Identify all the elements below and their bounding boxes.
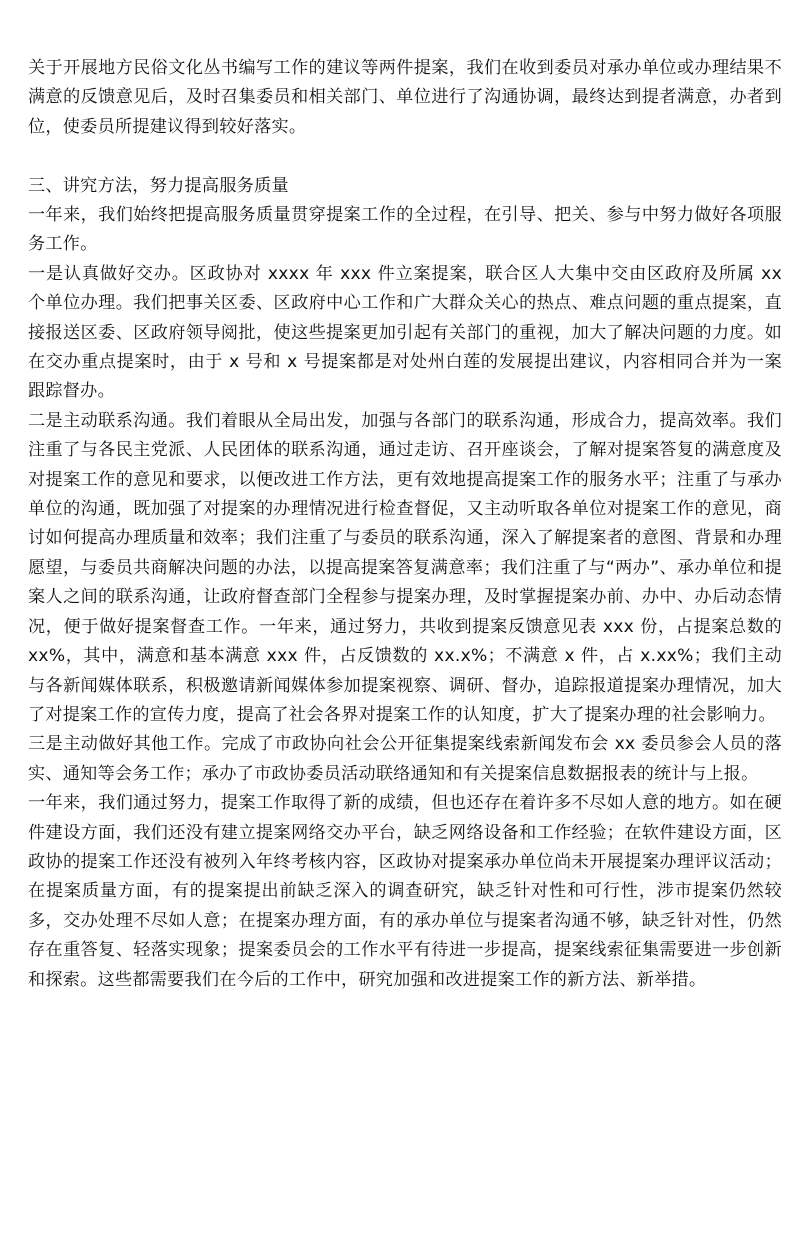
- paragraph-intro: 一年来，我们始终把提高服务质量贯穿提案工作的全过程，在引导、把关、参与中努力做好各项服务工作。: [28, 205, 782, 255]
- paragraph-item-two: 二是主动联系沟通。我们着眼从全局出发，加强与各部门的联系沟通，形成合力，提高效率。我们注重了与各民主党派、人民团体的联系沟通，通过走访、召开座谈会，了解对提案答复的满意度及对提案工作的意见和要求，以便改进工作方法，更有效地提高提案工作的服务水平；注重了与承办单位的沟通，既加强了对提案的办理情况进行检查督促，又主动听取各单位对提案工作的意见，商讨如何提高办理质量和效率；我们注重了与委员的联系沟通，深入了解提案者的意图、背景和办理愿望，与委员共商解决问题的办法，以提高提案答复满意率；我们注重了与“两办”、承办单位和提案人之间的联系沟通，让政府督查部门全程参与提案办理，及时掌握提案办前、办中、办后动态情况，便于做好提案督查工作。一年来，通过努力，共收到提案反馈意见表 xxx 份，占提案总数的 xx%，其中，满意和基本满意 xxx 件，占反馈数的 xx.x%；不满意 x 件，占 x.xx%；我们主动与各新闻媒体联系，积极邀请新闻媒体参加提案视察、调研、督办，追踪报道提案办理情况，加大了对提案工作的宣传力度，提高了社会各界对提案工作的认知度，扩大了提案办理的社会影响力。: [28, 410, 782, 725]
- section-heading: 三、讲究方法，努力提高服务质量: [28, 175, 289, 196]
- paragraph-gap: [28, 142, 782, 171]
- paragraph-continuation: 关于开展地方民俗文化丛书编写工作的建议等两件提案，我们在收到委员对承办单位或办理结果不满意的反馈意见后，及时召集委员和相关部门、单位进行了沟通协调，最终达到提者满意，办者到位，使委员所提建议得到较好落实。: [28, 58, 782, 137]
- paragraph-summary: 一年来，我们通过努力，提案工作取得了新的成绩，但也还存在着许多不尽如人意的地方。如在硬件建设方面，我们还没有建立提案网络交办平台，缺乏网络设备和工作经验；在软件建设方面，区政协的提案工作还没有被列入年终考核内容，区政协对提案承办单位尚未开展提案办理评议活动；在提案质量方面，有的提案提出前缺乏深入的调查研究，缺乏针对性和可行性，涉市提案仍然较多，交办处理不尽如人意；在提案办理方面，有的承办单位与提案者沟通不够，缺乏针对性，仍然存在重答复、轻落实现象；提案委员会的工作水平有待进一步提高，提案线索征集需要进一步创新和探索。这些都需要我们在今后的工作中，研究加强和改进提案工作的新方法、新举措。: [28, 793, 782, 990]
- document-body: [28, 54, 782, 995]
- paragraph-item-one: 一是认真做好交办。区政协对 xxxx 年 xxx 件立案提案，联合区人大集中交由区政府及所属 xx 个单位办理。我们把事关区委、区政府中心工作和广大群众关心的热点、难点问题的重点提案，直接报送区委、区政府领导阅批，使这些提案更加引起有关部门的重视，加大了解决问题的力度。如在交办重点提案时，由于 x 号和 x 号提案都是对处州白莲的发展提出建议，内容相同合并为一案跟踪督办。: [28, 263, 782, 402]
- paragraph-item-three: 三是主动做好其他工作。完成了市政协向社会公开征集提案线索新闻发布会 xx 委员参会人员的落实、通知等会务工作；承办了市政协委员活动联络通知和有关提案信息数据报表的统计与上报。: [28, 734, 782, 784]
